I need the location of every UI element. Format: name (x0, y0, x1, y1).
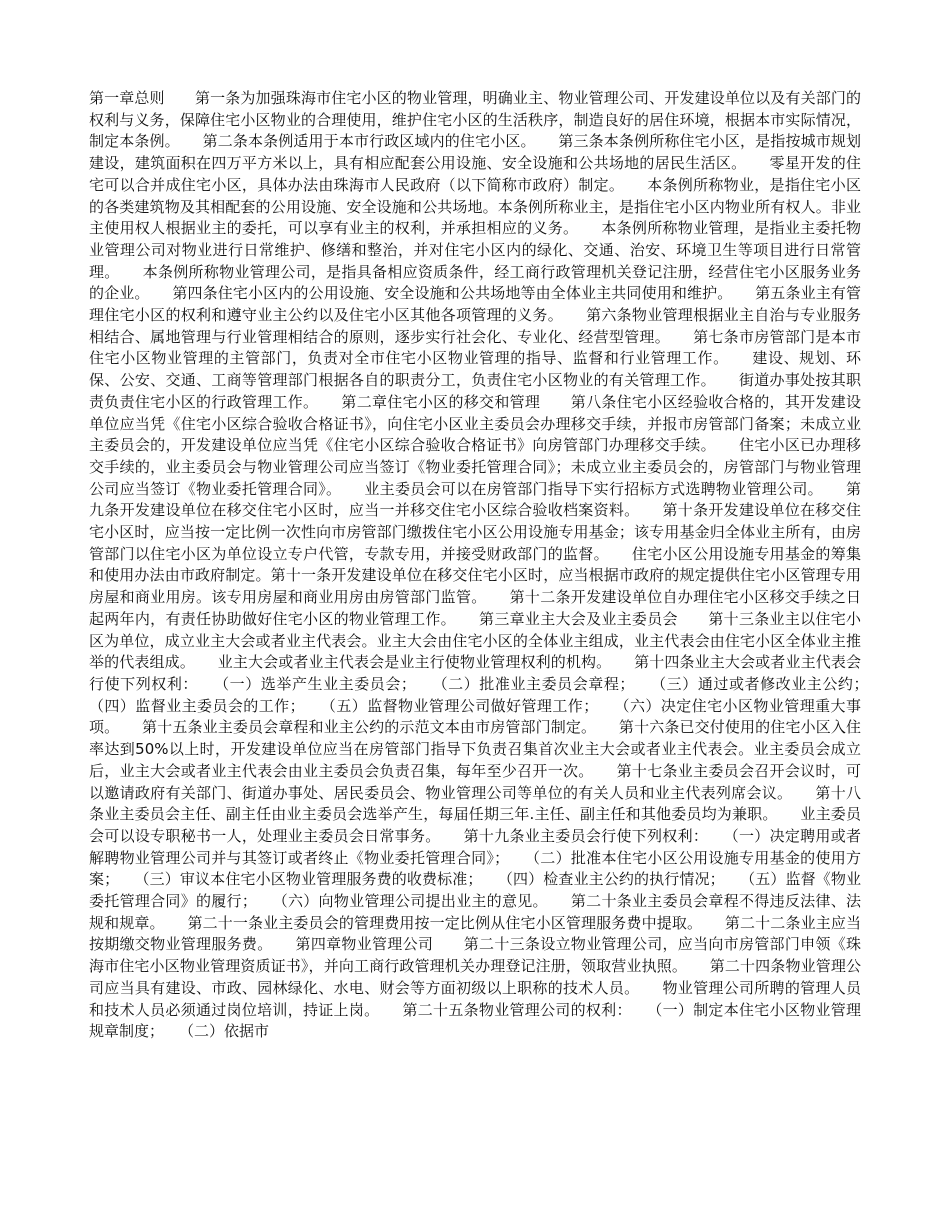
document-body-text: 第一章总则 第一条为加强珠海市住宅小区的物业管理，明确业主、物业管理公司、开发建设单位以及有关部门的权利与义务，保障住宅小区物业的合理使用，维护住宅小区的生活秩序，制造良好的居住环境，根据本市实际情况，制定本条例。 第二条本条例适用于本市行政区域内的住宅小区。 第三条本条例所称住宅小区，是指按城市规划建设，建筑面积在四万平方米以上，具有相应配套公用设施、安全设施和公共场地的居民生活区。 零星开发的住宅可以合并成住宅小区，具体办法由珠海市人民政府（以下简称市政府）制定。 本条例所称物业，是指住宅小区的各类建筑物及其相配套的公用设施、安全设施和公共场地。本条例所称业主，是指住宅小区内物业所有权人。非业主使用权人根据业主的委托，可以享有业主的权利，并承担相应的义务。 本条例所称物业管理，是指业主委托物业管理公司对物业进行日常维护、修缮和整治，并对住宅小区内的绿化、交通、治安、环境卫生等项目进行日常管理。 本条例所称物业管理公司，是指具备相应资质条件，经工商行政管理机关登记注册，经营住宅小区服务业务的企业。 第四条住宅小区内的公用设施、安全设施和公共场地等由全体业主共同使用和维护。 第五条业主有管理住宅小区的权利和遵守业主公约以及住宅小区其他各项管理的义务。 第六条物业管理根据业主自治与专业服务相结合、属地管理与行业管理相结合的原则，逐步实行社会化、专业化、经营型管理。 第七条市房管部门是本市住宅小区物业管理的主管部门，负责对全市住宅小区物业管理的指导、监督和行业管理工作。 建设、规划、环保、公安、交通、工商等管理部门根据各自的职责分工，负责住宅小区物业的有关管理工作。 街道办事处按其职责负责住宅小区的行政管理工作。 第二章住宅小区的移交和管理 第八条住宅小区经验收合格的，其开发建设单位应当凭《住宅小区综合验收合格证书》，向住宅小区业主委员会办理移交手续，并报市房管部门备案；未成立业主委员会的，开发建设单位应当凭《住宅小区综合验收合格证书》向房管部门办理移交手续。 住宅小区已办理移交手续的，业主委员会与物业管理公司应当签订《物业委托管理合同》；未成立业主委员会的，房管部门与物业管理公司应当签订《物业委托管理合同》。 业主委员会可以在房管部门指导下实行招标方式选聘物业管理公司。 第九条开发建设单位在移交住宅小区时，应当一并移交住宅小区综合验收档案资料。 第十条开发建设单位在移交住宅小区时，应当按一定比例一次性向市房管部门缴拨住宅小区公用设施专用基金；该专用基金归全体业主所有，由房管部门以住宅小区为单位设立专户代管，专款专用，并接受财政部门的监督。 住宅小区公用设施专用基金的筹集和使用办法由市政府制定。第十一条开发建设单位在移交住宅小区时，应当根据市政府的规定提供住宅小区管理专用房屋和商业用房。该专用房屋和商业用房由房管部门监管。 第十二条开发建设单位自办理住宅小区移交手续之日起两年内，有责任协助做好住宅小区的物业管理工作。 第三章业主大会及业主委员会 第十三条业主以住宅小区为单位，成立业主大会或者业主代表会。业主大会由住宅小区的全体业主组成，业主代表会由住宅小区全体业主推举的代表组成。 业主大会或者业主代表会是业主行使物业管理权利的机构。 第十四条业主大会或者业主代表会行使下列权利： （一）选举产生业主委员会； （二）批准业主委员会章程； （三）通过或者修改业主公约； （四）监督业主委员会的工作； （五）监督物业管理公司做好管理工作； （六）决定住宅小区物业管理重大事项。 第十五条业主委员会章程和业主公约的示范文本由市房管部门制定。 第十六条已交付使用的住宅小区入住率达到50%以上时，开发建设单位应当在房管部门指导下负责召集首次业主大会或者业主代表会。业主委员会成立后，业主大会或者业主代表会由业主委员会负责召集，每年至少召开一次。 第十七条业主委员会召开会议时，可以邀请政府有关部门、街道办事处、居民委员会、物业管理公司等单位的有关人员和业主代表列席会议。 第十八条业主委员会主任、副主任由业主委员会选举产生，每届任期三年.主任、副主任和其他委员均为兼职。 业主委员会可以设专职秘书一人，处理业主委员会日常事务。 第十九条业主委员会行使下列权利： （一）决定聘用或者解聘物业管理公司并与其签订或者终止《物业委托管理合同》； （二）批准本住宅小区公用设施专用基金的使用方案； （三）审议本住宅小区物业管理服务费的收费标准； （四）检查业主公约的执行情况； （五）监督《物业委托管理合同》的履行； （六）向物业管理公司提出业主的意见。 第二十条业主委员会章程不得违反法律、法规和规章。 第二十一条业主委员会的管理费用按一定比例从住宅小区管理服务费中提取。 第二十二条业主应当按期缴交物业管理服务费。 第四章物业管理公司 第二十三条设立物业管理公司，应当向市房管部门申领《珠海市住宅小区物业管理资质证书》，并向工商行政管理机关办理登记注册，领取营业执照。 第二十四条物业管理公司应当具有建设、市政、园林绿化、水电、财会等方面初级以上职称的技术人员。 物业管理公司所聘的管理人员和技术人员必须通过岗位培训，持证上岗。 第二十五条物业管理公司的权利： （一）制定本住宅小区物业管理规章制度； （二）依据市 (89, 89, 892, 1041)
document-page (89, 88, 892, 1198)
